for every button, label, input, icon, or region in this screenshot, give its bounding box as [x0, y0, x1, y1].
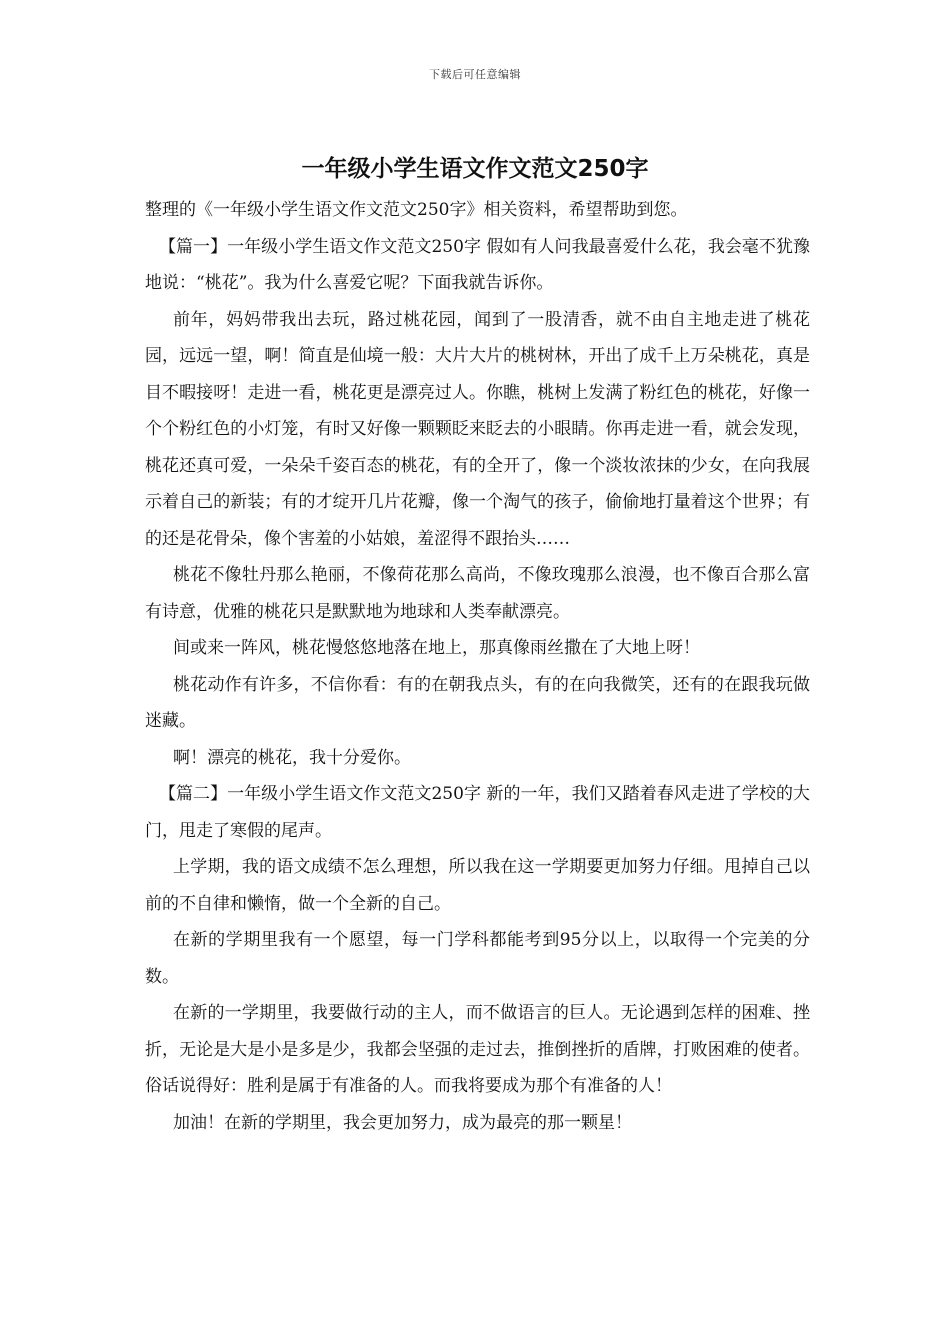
- body-paragraph: 桃花不像牡丹那么艳丽，不像荷花那么高尚，不像玫瑰那么浪漫，也不像百合那么富有诗意，优雅的桃花只是默默地为地球和人类奉献漂亮。: [145, 565, 810, 622]
- section-two-heading-paragraph: 【篇二】一年级小学生语文作文范文250字 新的一年，我们又踏着春风走进了学校的大门，甩走了寒假的尾声。: [145, 784, 810, 841]
- intro-paragraph: 整理的《一年级小学生语文作文范文250字》相关资料，希望帮助到您。: [145, 200, 688, 220]
- body-paragraph: 在新的学期里我有一个愿望，每一门学科都能考到95分以上，以取得一个完美的分数。: [145, 930, 810, 987]
- body-paragraph: 啊！漂亮的桃花，我十分爱你。: [173, 747, 411, 768]
- body-paragraph: 上学期，我的语文成绩不怎么理想，所以我在这一学期要更加努力仔细。甩掉自己以前的不自律和懒惰，做一个全新的自己。: [145, 857, 810, 914]
- body-paragraph: 加油！在新的学期里，我会更加努力，成为最亮的那一颗星！: [173, 1112, 632, 1133]
- document-body: [145, 192, 810, 1141]
- body-paragraph: 间或来一阵风，桃花慢悠悠地落在地上，那真像雨丝撒在了大地上呀！: [173, 638, 700, 658]
- body-paragraph: 在新的一学期里，我要做行动的主人，而不做语言的巨人。无论遇到怎样的困难、挫折，无论是大是小是多是少，我都会坚强的走过去，推倒挫折的盾牌，打败困难的使者。俗话说得好：胜利是属于有准备的人。而我将要成为那个有准备的人！: [145, 1003, 810, 1096]
- body-paragraph: 桃花动作有许多，不信你看：有的在朝我点头，有的在向我微笑，还有的在跟我玩做迷藏。: [145, 674, 810, 731]
- section-one-heading-paragraph: 【篇一】一年级小学生语文作文范文250字 假如有人问我最喜爱什么花，我会毫不犹豫地说：“桃花”。我为什么喜爱它呢？下面我就告诉你。: [145, 236, 810, 293]
- document-title: 一年级小学生语文作文范文250字: [301, 156, 649, 182]
- page-header-note: 下载后可任意编辑: [429, 68, 521, 81]
- body-paragraph: 前年，妈妈带我出去玩，路过桃花园，闻到了一股清香，就不由自主地走进了桃花园，远远一望，啊！简直是仙境一般：大片大片的桃树林，开出了成千上万朵桃花，真是目不暇接呀！走进一看，桃花更是漂亮过人。你瞧，桃树上发满了粉红色的桃花，好像一个个粉红色的小灯笼，有时又好像一颗颗眨来眨去的小眼睛。你再走进一看，就会发现，桃花还真可爱，一朵朵千姿百态的桃花，有的全开了，像一个淡妆浓抹的少女，在向我展示着自己的新装；有的才绽开几片花瓣，像一个淘气的孩子，偷偷地打量着这个世界；有的还是花骨朵，像个害羞的小姑娘，羞涩得不跟抬头……: [145, 309, 810, 549]
